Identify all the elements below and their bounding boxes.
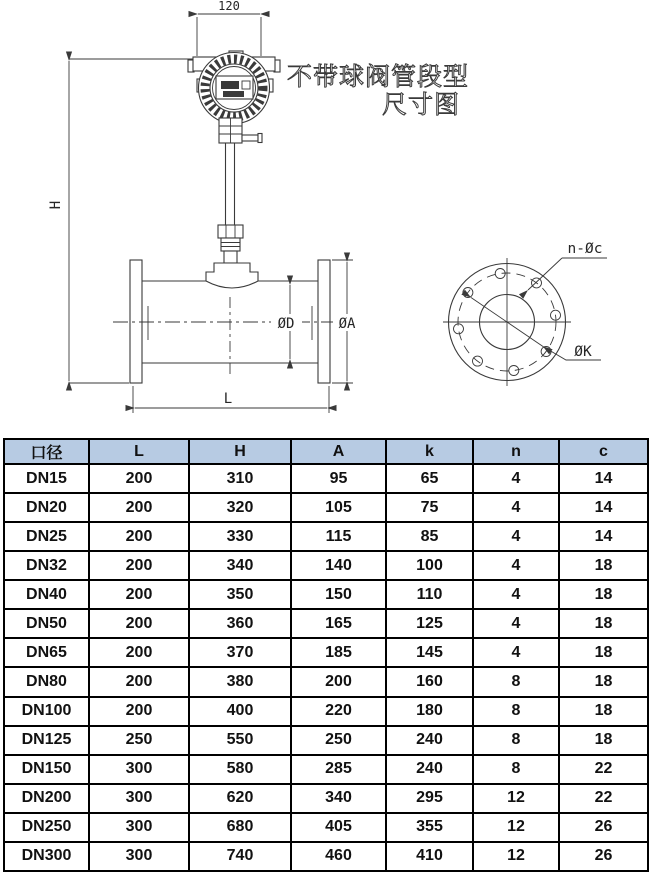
value-cell: 105: [291, 493, 386, 522]
value-cell: 160: [386, 667, 473, 696]
value-cell: 165: [291, 609, 386, 638]
value-cell: 550: [189, 726, 291, 755]
table-row: [4, 813, 648, 842]
left-flange: [130, 260, 142, 383]
value-cell: 4: [473, 638, 559, 667]
table-row: [4, 784, 648, 813]
value-cell: 8: [473, 755, 559, 784]
value-cell: 100: [386, 551, 473, 580]
value-cell: 320: [189, 493, 291, 522]
value-cell: 300: [89, 813, 189, 842]
diameter-cell: DN50: [4, 609, 89, 638]
value-cell: 200: [89, 522, 189, 551]
value-cell: 75: [386, 493, 473, 522]
table-row: [4, 638, 648, 667]
value-cell: 400: [189, 697, 291, 726]
value-cell: 360: [189, 609, 291, 638]
value-cell: 200: [89, 638, 189, 667]
value-cell: 14: [559, 522, 648, 551]
value-cell: 300: [89, 755, 189, 784]
value-cell: 18: [559, 609, 648, 638]
value-cell: 4: [473, 551, 559, 580]
value-cell: 4: [473, 580, 559, 609]
table-row: [4, 726, 648, 755]
diameter-cell: DN20: [4, 493, 89, 522]
diameter-cell: DN32: [4, 551, 89, 580]
flange-end-view: [443, 241, 607, 386]
diameter-cell: DN125: [4, 726, 89, 755]
value-cell: 200: [291, 667, 386, 696]
column-header: H: [189, 439, 291, 464]
value-cell: 140: [291, 551, 386, 580]
dim-H-label: H: [48, 200, 64, 210]
value-cell: 250: [89, 726, 189, 755]
value-cell: 200: [89, 609, 189, 638]
diameter-cell: DN250: [4, 813, 89, 842]
dim-L-label: L: [223, 391, 233, 407]
value-cell: 12: [473, 813, 559, 842]
value-cell: 250: [291, 726, 386, 755]
diameter-cell: DN300: [4, 842, 89, 871]
table-row: [4, 464, 648, 493]
dimension-table-container: [3, 438, 647, 872]
table-row: [4, 667, 648, 696]
drawing-title: [287, 63, 469, 119]
value-cell: 180: [386, 697, 473, 726]
value-cell: 620: [189, 784, 291, 813]
value-cell: 18: [559, 580, 648, 609]
value-cell: 200: [89, 551, 189, 580]
value-cell: 26: [559, 813, 648, 842]
value-cell: 240: [386, 726, 473, 755]
value-cell: 410: [386, 842, 473, 871]
drawing-title-line1: 不带球阀管段型: [286, 63, 470, 91]
value-cell: 145: [386, 638, 473, 667]
dim-D-label: ØD: [277, 316, 295, 332]
value-cell: 85: [386, 522, 473, 551]
dim-A-label: ØA: [338, 316, 356, 332]
value-cell: 125: [386, 609, 473, 638]
dimension-120: [197, 0, 261, 56]
value-cell: 110: [386, 580, 473, 609]
value-cell: 18: [559, 667, 648, 696]
value-cell: 350: [189, 580, 291, 609]
value-cell: 18: [559, 638, 648, 667]
value-cell: 300: [89, 784, 189, 813]
table-header-row: [4, 439, 648, 464]
value-cell: 8: [473, 726, 559, 755]
diameter-cell: DN25: [4, 522, 89, 551]
dimension-table: [3, 438, 649, 872]
value-cell: 65: [386, 464, 473, 493]
column-header: k: [386, 439, 473, 464]
value-cell: 115: [291, 522, 386, 551]
value-cell: 4: [473, 493, 559, 522]
value-cell: 95: [291, 464, 386, 493]
value-cell: 185: [291, 638, 386, 667]
value-cell: 370: [189, 638, 291, 667]
value-cell: 150: [291, 580, 386, 609]
table-row: [4, 551, 648, 580]
value-cell: 14: [559, 464, 648, 493]
value-cell: 14: [559, 493, 648, 522]
value-cell: 22: [559, 784, 648, 813]
table-row: [4, 755, 648, 784]
value-cell: 18: [559, 551, 648, 580]
value-cell: 8: [473, 697, 559, 726]
drawing-title-line2: 尺寸图: [381, 91, 461, 119]
table-row: [4, 842, 648, 871]
mounting-boss: [206, 263, 258, 288]
value-cell: 340: [189, 551, 291, 580]
value-cell: 285: [291, 755, 386, 784]
value-cell: 18: [559, 697, 648, 726]
dim-K-label: ØK: [574, 344, 592, 360]
table-row: [4, 493, 648, 522]
table-body: [4, 464, 648, 871]
value-cell: 680: [189, 813, 291, 842]
column-header: L: [89, 439, 189, 464]
side-tube: [242, 134, 262, 143]
column-header: 口径: [4, 439, 89, 464]
dimension-D: [271, 285, 302, 359]
diameter-cell: DN65: [4, 638, 89, 667]
dimension-H: [48, 59, 194, 383]
value-cell: 200: [89, 464, 189, 493]
value-cell: 295: [386, 784, 473, 813]
value-cell: 580: [189, 755, 291, 784]
value-cell: 340: [291, 784, 386, 813]
value-cell: 355: [386, 813, 473, 842]
diameter-cell: DN80: [4, 667, 89, 696]
value-cell: 200: [89, 580, 189, 609]
table-row: [4, 697, 648, 726]
diameter-cell: DN150: [4, 755, 89, 784]
value-cell: 330: [189, 522, 291, 551]
value-cell: 380: [189, 667, 291, 696]
right-flange: [318, 260, 330, 383]
value-cell: 240: [386, 755, 473, 784]
diameter-cell: DN40: [4, 580, 89, 609]
value-cell: 22: [559, 755, 648, 784]
value-cell: 200: [89, 667, 189, 696]
value-cell: 4: [473, 609, 559, 638]
column-header: A: [291, 439, 386, 464]
value-cell: 8: [473, 667, 559, 696]
dim-nc-label: n-Øc: [567, 241, 603, 257]
dim-120-label: 120: [218, 0, 240, 13]
diameter-cell: DN15: [4, 464, 89, 493]
table-row: [4, 609, 648, 638]
value-cell: 12: [473, 842, 559, 871]
value-cell: 740: [189, 842, 291, 871]
value-cell: 310: [189, 464, 291, 493]
value-cell: 200: [89, 493, 189, 522]
value-cell: 4: [473, 522, 559, 551]
diameter-cell: DN200: [4, 784, 89, 813]
table-row: [4, 522, 648, 551]
value-cell: 300: [89, 842, 189, 871]
transmitter-head: [188, 51, 280, 263]
diameter-cell: DN100: [4, 697, 89, 726]
dimension-L: [133, 386, 329, 413]
column-header: n: [473, 439, 559, 464]
column-header: c: [559, 439, 648, 464]
flowmeter-body: [113, 260, 358, 383]
value-cell: 26: [559, 842, 648, 871]
value-cell: 18: [559, 726, 648, 755]
value-cell: 460: [291, 842, 386, 871]
value-cell: 12: [473, 784, 559, 813]
value-cell: 4: [473, 464, 559, 493]
value-cell: 220: [291, 697, 386, 726]
value-cell: 405: [291, 813, 386, 842]
value-cell: 200: [89, 697, 189, 726]
dimension-A: [332, 260, 362, 383]
table-row: [4, 580, 648, 609]
